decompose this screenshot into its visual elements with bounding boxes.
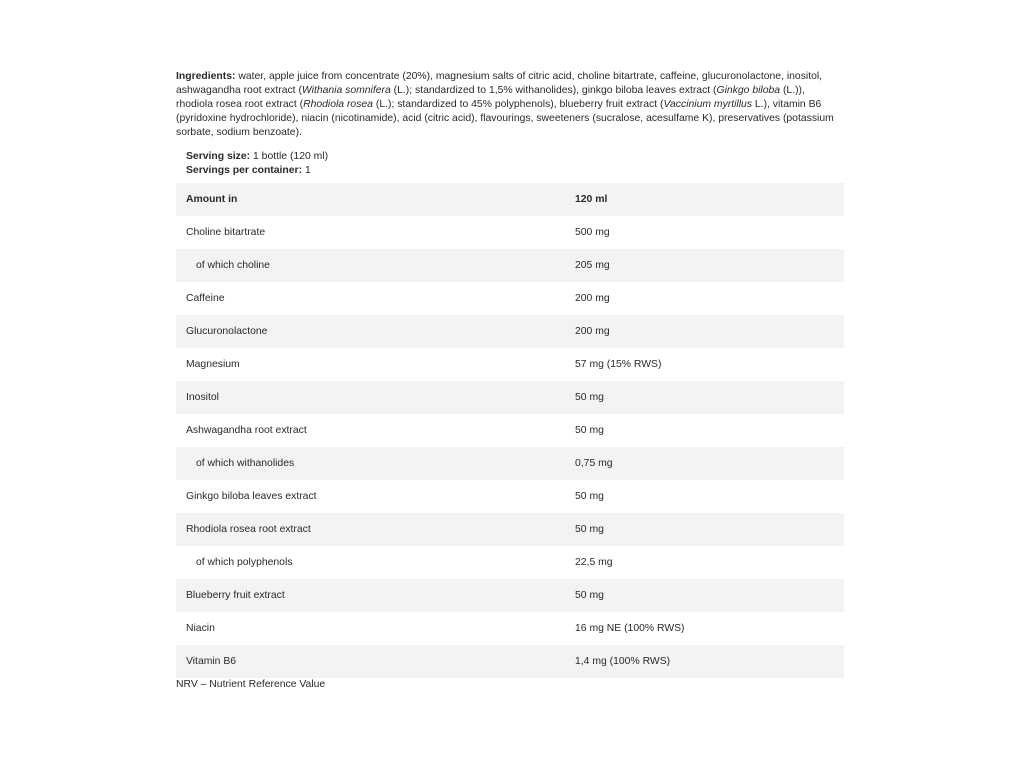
table-row (176, 315, 844, 348)
nutrient-amount: 200 mg (575, 315, 844, 348)
ingredients-latin-name: Vaccinium myrtillus (663, 99, 753, 110)
ingredients-paragraph (176, 70, 844, 140)
serving-info (186, 150, 844, 178)
nutrient-name: Glucuronolactone (176, 315, 575, 348)
nutrient-name: of which polyphenols (176, 546, 575, 579)
serving-size-label: Serving size: (186, 151, 251, 162)
nutrition-table (176, 183, 844, 678)
table-row (176, 447, 844, 480)
ingredients-text: L.), vitamin B6 (pyridoxine hydrochloride), niacin (nicotinamide), acid (citric acid), flavourings, sweeteners (sucralose, acesulfame K), preservatives (potassium sorbate, sodium benzoate). (176, 99, 834, 138)
servings-per-container-value: 1 (302, 165, 311, 176)
product-info (176, 70, 844, 692)
ingredients-text: (L.); standardized to 1,5% withanolides), ginkgo biloba leaves extract ( (390, 85, 717, 96)
servings-per-container-label: Servings per container: (186, 165, 303, 176)
nutrient-name: of which withanolides (176, 447, 575, 480)
table-row (176, 579, 844, 612)
serving-size (186, 150, 844, 164)
ingredients-latin-name: Ginkgo biloba (716, 85, 781, 96)
nutrient-amount: 500 mg (575, 216, 844, 249)
table-row (176, 414, 844, 447)
servings-per-container (186, 164, 844, 178)
table-header-row (176, 183, 844, 216)
ingredients-text: water, apple juice from concentrate (20%), magnesium salts of citric acid, choline bitartrate, caffeine, glucuronolactone, inositol, ashwagandha root extract ( (176, 71, 823, 96)
nutrient-name: Magnesium (176, 348, 575, 381)
ingredients-text: (L.)), rhodiola rosea root extract ( (176, 85, 805, 110)
nutrient-amount: 16 mg NE (100% RWS) (575, 612, 844, 645)
ingredients-label: Ingredients: (176, 71, 236, 82)
nutrient-amount: 200 mg (575, 282, 844, 315)
nutrient-amount: 50 mg (575, 414, 844, 447)
table-row (176, 480, 844, 513)
nutrient-amount: 0,75 mg (575, 447, 844, 480)
table-row (176, 381, 844, 414)
header-name: Amount in (176, 183, 575, 216)
table-row (176, 645, 844, 678)
nutrient-amount: 50 mg (575, 579, 844, 612)
nutrient-name: Blueberry fruit extract (176, 579, 575, 612)
ingredients-latin-name: Rhodiola rosea (303, 99, 373, 110)
nutrient-amount: 205 mg (575, 249, 844, 282)
nutrient-name: Ashwagandha root extract (176, 414, 575, 447)
nutrient-name: Choline bitartrate (176, 216, 575, 249)
table-row (176, 249, 844, 282)
table-row (176, 348, 844, 381)
footnote: NRV – Nutrient Reference Value (176, 679, 326, 690)
nutrient-amount: 1,4 mg (100% RWS) (575, 645, 844, 678)
nutrient-amount: 50 mg (575, 381, 844, 414)
table-row (176, 513, 844, 546)
nutrient-name: Caffeine (176, 282, 575, 315)
ingredients-latin-name: Withania somnifera (301, 85, 391, 96)
nutrient-name: Ginkgo biloba leaves extract (176, 480, 575, 513)
table-row (176, 612, 844, 645)
table-row (176, 282, 844, 315)
table-row (176, 216, 844, 249)
ingredients-text: (L.); standardized to 45% polyphenols), blueberry fruit extract ( (372, 99, 664, 110)
nutrient-name: Inositol (176, 381, 575, 414)
serving-size-value: 1 bottle (120 ml) (250, 151, 329, 162)
table-row (176, 546, 844, 579)
nutrient-name: Rhodiola rosea root extract (176, 513, 575, 546)
nutrient-amount: 22,5 mg (575, 546, 844, 579)
nutrient-name: Vitamin B6 (176, 645, 575, 678)
nutrient-amount: 50 mg (575, 480, 844, 513)
nutrient-amount: 50 mg (575, 513, 844, 546)
nutrient-name: Niacin (176, 612, 575, 645)
nutrient-name: of which choline (176, 249, 575, 282)
header-amount: 120 ml (575, 183, 844, 216)
nutrient-amount: 57 mg (15% RWS) (575, 348, 844, 381)
